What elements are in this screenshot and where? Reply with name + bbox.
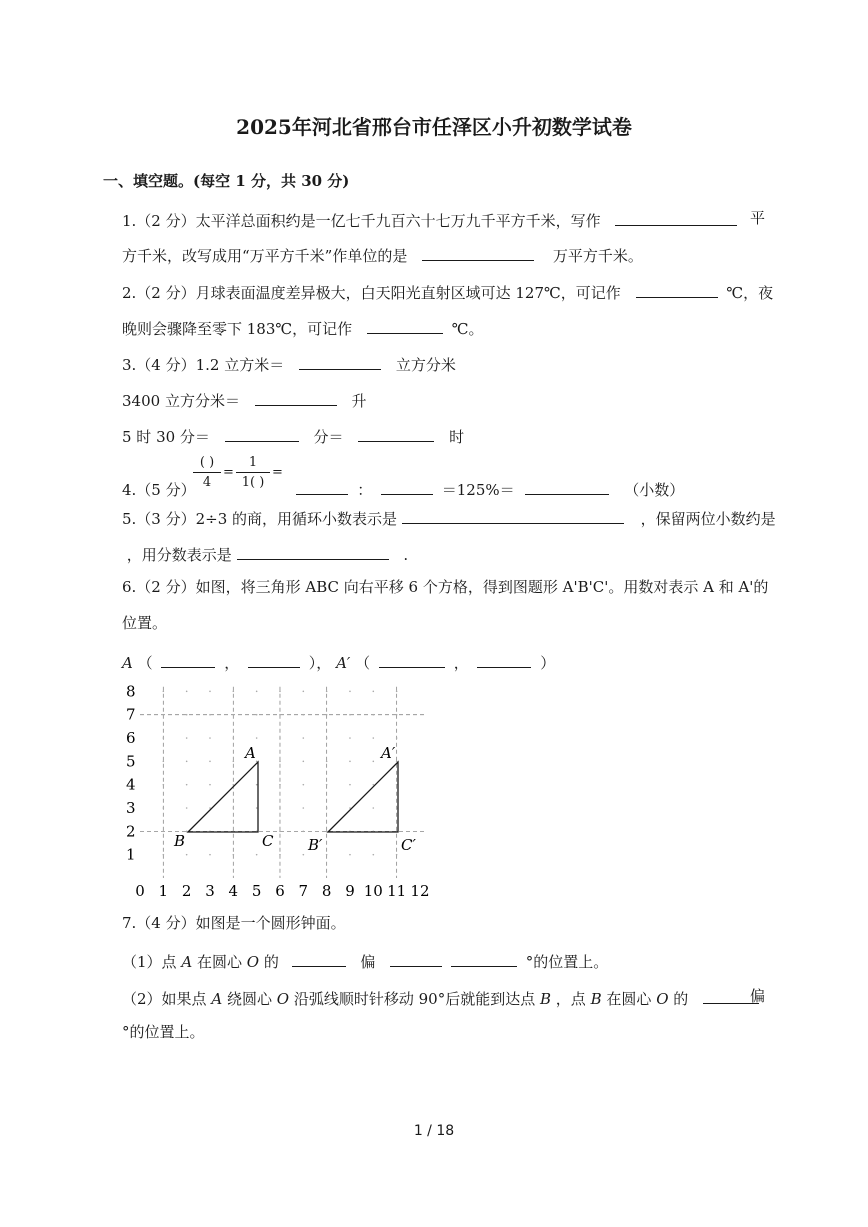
grid-dot [349,761,351,763]
q3-text-a2: 立方分米 [395,356,456,374]
question-1-line-1 [122,211,741,229]
grid-dot [373,691,375,693]
q7-p2-d: ，点 [555,990,586,1008]
q7-blank-1[interactable] [292,952,346,967]
q4-blank-1[interactable] [296,480,348,495]
question-4-line [122,480,684,498]
grid-dot [186,784,188,786]
q4-fraction-1-denominator: 4 [202,475,212,490]
point-label-b-prime: B′ [308,836,323,854]
grid-dot [233,807,235,809]
q7-p2-point-b: B [539,990,552,1008]
question-7-part-2 [122,987,766,1008]
page-number: 1 / 18 [413,1123,455,1139]
grid-dot [209,761,211,763]
grid-dot [186,714,188,716]
x-tick-label: 0 [135,882,145,900]
question-3-line-3 [122,427,464,445]
q7-p2-b: 绕圆心 [226,990,272,1008]
grid-dot [303,737,305,739]
grid-dot [186,691,188,693]
grid-dot [373,761,375,763]
grid-dot [186,737,188,739]
q6-paren-open-2: （ [355,654,371,672]
q7-p2-point-o-2: O [656,990,669,1008]
q5-text-d: . [403,546,409,564]
grid-dot [186,854,188,856]
grid-dot [279,831,281,833]
grid-dot [186,807,188,809]
grid-figure [118,678,438,903]
q5-blank-2[interactable] [237,545,389,560]
y-tick-label: 6 [126,729,136,748]
y-tick-label: 1 [126,845,136,864]
x-tick-label: 2 [181,882,192,900]
grid-dot [303,714,305,716]
q5-text-c: ，用分数表示是 [126,546,232,564]
grid-dot [163,807,165,809]
grid-dot [396,784,398,786]
grid-dot [303,831,305,833]
grid-dot [326,737,328,739]
grid-dot [326,691,328,693]
grid-dot [163,831,165,833]
grid-dot [186,761,188,763]
grid-dot [396,807,398,809]
question-1-line-2 [122,246,643,264]
x-tick-label: 12 [410,882,430,900]
grid-dot [163,737,165,739]
q6-text-a: 6.（2 分）如图，将三角形 ABC 向右平移 6 个方格，得到图题形 A'B'C'。用数对表示 A 和 A'的 [122,578,769,596]
x-tick-label: 11 [387,882,407,900]
grid-dot [326,854,328,856]
q7-p2-point-o: O [276,990,290,1008]
y-tick-label: 8 [126,682,136,701]
grid-dot [279,737,281,739]
grid-dot [256,691,258,693]
triangle-abc [188,762,258,832]
triangle-a-prime-b-prime-c-prime [328,762,398,832]
point-label-a-prime: A′ [381,744,396,762]
grid-dot [303,691,305,693]
x-tick-label: 10 [363,882,383,900]
q7-p1-a: （1）点 [122,953,177,971]
point-label-c: C [262,832,274,850]
q7-p1-b: 在圆心 [196,953,242,971]
q7-text-a: 7.（4 分）如图是一个圆形钟面。 [122,914,346,932]
grid-dot [233,691,235,693]
y-tick-label: 7 [126,705,136,724]
q3-text-c2: 分＝ [313,428,344,446]
x-tick-label: 4 [228,882,239,900]
q2-text-d: ℃。 [451,320,484,338]
q3-text-a: 3.（4 分）1.2 立方米＝ [122,356,285,374]
grid-dot [256,807,258,809]
question-2-line-1 [122,283,773,301]
question-5-line-1 [122,509,776,527]
grid-dot [349,714,351,716]
q2-blank-2[interactable] [367,319,443,334]
grid-dot [326,807,328,809]
q2-text-a: 2.（2 分）月球表面温度差异极大，白天阳光直射区域可达 127℃，可记作 [122,284,621,302]
q6-blank-3[interactable] [379,653,445,668]
q6-point-a-prime: A′ [336,654,351,672]
grid-dot [279,761,281,763]
grid-dot [233,761,235,763]
q1-text-d: 万平方千米。 [552,247,643,265]
question-6-answer-line [122,653,555,671]
q7-p1-e: °的位置上。 [525,953,609,971]
q6-blank-4[interactable] [477,653,531,668]
grid-dot [326,761,328,763]
point-label-a: A [245,744,256,762]
grid-dot [396,854,398,856]
q2-text-c: 晚则会骤降至零下 183℃，可记作 [122,320,353,338]
grid-dot [349,784,351,786]
question-5-line-2 [122,545,408,563]
q3-blank-4[interactable] [358,427,434,442]
q4-blank-2[interactable] [381,480,433,495]
grid-dot [163,854,165,856]
q1-text-c: 方千米，改写成用“万平方千米”作单位的是 [122,247,408,265]
q3-blank-2[interactable] [255,391,337,406]
q7-p2-point-a: A [211,990,223,1008]
q6-blank-1[interactable] [161,653,215,668]
grid-dot [326,714,328,716]
q7-p2-e: 在圆心 [606,990,652,1008]
x-tick-label: 5 [251,882,262,900]
section-heading: 一、填空题。(每空 1 分，共 30 分) [103,172,350,190]
grid-dot [303,854,305,856]
page-title: 2025年河北省邢台市任泽区小升初数学试卷 [236,115,632,139]
q3-text-b: 3400 立方分米＝ [122,392,240,410]
grid-dot [349,854,351,856]
q4-equals-1: = [223,465,234,480]
grid-dot [163,714,165,716]
grid-dot [209,714,211,716]
q7-p1-point-a: A [181,953,193,971]
q5-text-b: ，保留两位小数约是 [640,510,776,528]
q3-blank-3[interactable] [225,427,299,442]
grid-dot [396,714,398,716]
grid-dot [326,784,328,786]
grid-dot [209,737,211,739]
grid-dot [163,761,165,763]
q7-p2-point-b-2: B [590,990,602,1008]
q5-text-a: 5.（3 分）2÷3 的商，用循环小数表示是 [122,510,398,528]
q7-p2-h: °的位置上。 [122,1023,205,1041]
q3-text-c: 5 时 30 分＝ [122,428,210,446]
point-label-b: B [174,832,186,850]
grid-dot [303,784,305,786]
grid-dot [279,714,281,716]
q4-equals-2: = [272,465,283,480]
grid-dot [256,784,258,786]
q6-blank-2[interactable] [248,653,300,668]
x-tick-label: 9 [345,882,355,900]
q3-text-b2: 升 [351,392,367,410]
q4-fraction-1-numerator: ( ) [199,455,215,470]
q6-point-a: A [122,654,133,672]
grid-dot [279,854,281,856]
q2-text-b: ℃，夜 [726,284,774,302]
grid-dot [279,691,281,693]
q6-paren-open: （ [137,654,153,672]
q7-p1-point-o: O [246,953,260,971]
x-tick-label: 1 [158,882,169,900]
q1-blank-2[interactable] [422,246,534,261]
grid-dot [256,737,258,739]
grid-dot [209,854,211,856]
question-3-line-2 [122,391,367,409]
x-tick-label: 7 [298,882,309,900]
grid-dot [279,784,281,786]
fraction-bar [236,472,270,473]
grid-dot [209,691,211,693]
q4-note: （小数） [624,481,685,499]
q6-comma: ， [224,654,240,672]
y-tick-label: 3 [126,799,136,818]
q7-p1-c: 的 [263,953,279,971]
grid-dot [373,807,375,809]
q7-p2-g: 偏 [750,987,766,1005]
q5-blank-1[interactable] [402,509,624,524]
q4-fraction-2-numerator: 1 [248,455,258,470]
grid-dot [233,714,235,716]
q6-paren-close-2: ） [540,654,556,672]
x-tick-label: 6 [275,882,285,900]
grid-dot [209,784,211,786]
fraction-bar [193,472,221,473]
q7-p1-d: 偏 [360,953,376,971]
q1-text-a: 1.（2 分）太平洋总面积约是一亿七千九百六十七万九千平方千米，写作 [122,212,601,230]
y-tick-label: 5 [126,752,136,771]
q4-fraction-2-denominator: 1( ) [241,475,265,490]
grid-dot [279,807,281,809]
q4-percent: ＝125%＝ [441,481,515,499]
question-3-line-1 [122,355,456,373]
grid-dot [233,737,235,739]
y-tick-label: 2 [126,822,136,841]
grid-dot [349,737,351,739]
q4-blank-3[interactable] [525,480,609,495]
x-tick-label: 8 [321,882,332,900]
q4-colon: ： [357,481,373,499]
question-2-line-2 [122,319,484,337]
q6-text-b: 位置。 [122,614,168,632]
q3-blank-1[interactable] [299,355,381,370]
grid-dot [396,691,398,693]
x-tick-label: 3 [205,882,215,900]
q3-text-c3: 时 [449,428,465,446]
q6-paren-close: ）， [308,654,332,672]
question-7-part-1 [122,952,608,970]
q4-label: 4.（5 分） [122,481,196,499]
grid-dot [349,691,351,693]
grid-dot [256,714,258,716]
q1-text-b: 平 [750,209,766,227]
grid-dot [163,784,165,786]
q2-blank-1[interactable] [636,283,718,298]
grid-dot [163,691,165,693]
q6-comma-2: ， [453,654,469,672]
q7-blank-2[interactable] [390,952,442,967]
q7-blank-3[interactable] [451,952,517,967]
grid-dot [396,737,398,739]
grid-dot [373,854,375,856]
grid-dot [233,854,235,856]
grid-dot [303,761,305,763]
grid-dot [373,737,375,739]
q7-p2-f: 的 [673,990,689,1008]
y-tick-label: 4 [126,775,136,794]
grid-dot [303,807,305,809]
grid-dot [256,854,258,856]
q7-p2-a: （2）如果点 [122,990,207,1008]
q7-p2-c: 沿弧线顺时针移动 90°后就能到达点 [293,990,536,1008]
point-label-c-prime: C′ [401,836,416,854]
q1-blank-1[interactable] [615,211,737,226]
grid-dot [373,714,375,716]
